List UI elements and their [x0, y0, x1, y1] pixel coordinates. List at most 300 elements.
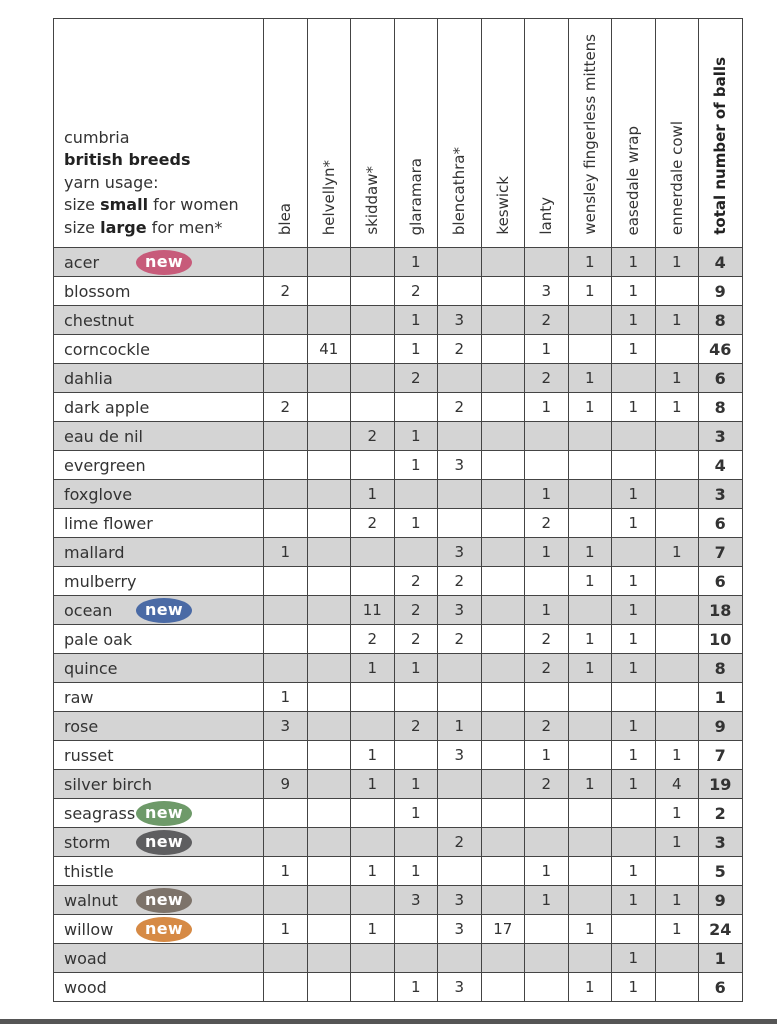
ball-count-cell	[307, 625, 351, 654]
table-row	[54, 480, 743, 509]
ball-count-cell: 1	[394, 509, 438, 538]
ball-count-cell: 1	[612, 306, 656, 335]
table-row	[54, 509, 743, 538]
ball-count-cell: 1	[612, 712, 656, 741]
ball-count-cell: 3	[394, 886, 438, 915]
ball-count-cell: 2	[525, 306, 569, 335]
ball-count-cell: 1	[612, 335, 656, 364]
ball-count-cell	[612, 828, 656, 857]
header-corner-cell	[54, 19, 264, 248]
ball-count-cell	[264, 509, 308, 538]
colour-name-cell	[54, 277, 264, 306]
header-info-line	[64, 217, 263, 240]
ball-count-cell: 3	[438, 596, 482, 625]
colour-name-cell	[54, 335, 264, 364]
ball-count-cell	[394, 828, 438, 857]
ball-count-cell	[307, 654, 351, 683]
ball-count-cell	[481, 654, 525, 683]
ball-count-cell: 2	[525, 770, 569, 799]
ball-count-cell	[307, 857, 351, 886]
ball-count-cell	[612, 799, 656, 828]
ball-count-cell	[438, 480, 482, 509]
ball-count-cell: 1	[351, 741, 395, 770]
ball-count-cell	[351, 364, 395, 393]
ball-count-cell: 1	[394, 770, 438, 799]
colour-name-cell	[54, 741, 264, 770]
ball-count-cell: 1	[568, 654, 612, 683]
colour-name: russet	[64, 745, 114, 765]
colour-name: eau de nil	[64, 426, 143, 446]
column-header-label: lanty	[537, 197, 556, 235]
ball-count-cell	[655, 277, 699, 306]
table-row	[54, 886, 743, 915]
ball-count-cell: 3	[438, 915, 482, 944]
ball-count-cell	[525, 944, 569, 973]
new-badge: new	[136, 888, 192, 913]
colour-name-cell	[54, 654, 264, 683]
column-header-label: glaramara	[406, 157, 425, 235]
ball-count-cell: 3	[525, 277, 569, 306]
ball-count-cell	[438, 509, 482, 538]
colour-name: corncockle	[64, 339, 150, 359]
ball-count-cell: 1	[612, 886, 656, 915]
colour-name-cell	[54, 770, 264, 799]
ball-count-cell	[264, 306, 308, 335]
ball-count-cell	[481, 886, 525, 915]
ball-count-cell: 1	[655, 364, 699, 393]
ball-count-cell	[264, 625, 308, 654]
ball-count-cell	[307, 567, 351, 596]
colour-name-cell	[54, 422, 264, 451]
ball-count-cell: 1	[394, 799, 438, 828]
ball-count-cell	[351, 393, 395, 422]
colour-name-cell	[54, 248, 264, 277]
ball-count-cell	[351, 886, 395, 915]
ball-count-cell	[481, 248, 525, 277]
ball-count-cell	[264, 364, 308, 393]
ball-count-cell: 3	[438, 451, 482, 480]
ball-count-cell: 2	[525, 654, 569, 683]
colour-name: wood	[64, 977, 107, 997]
ball-count-cell: 1	[612, 277, 656, 306]
ball-count-cell	[307, 306, 351, 335]
ball-count-cell: 1	[612, 973, 656, 1002]
colour-name: woad	[64, 948, 107, 968]
ball-count-cell: 1	[438, 712, 482, 741]
total-balls-cell: 46	[699, 335, 743, 364]
ball-count-cell	[351, 248, 395, 277]
colour-name: mallard	[64, 542, 125, 562]
colour-name: blossom	[64, 281, 131, 301]
colour-name-cell	[54, 625, 264, 654]
ball-count-cell	[525, 451, 569, 480]
ball-count-cell: 1	[394, 422, 438, 451]
table-row	[54, 248, 743, 277]
ball-count-cell	[351, 277, 395, 306]
ball-count-cell	[655, 654, 699, 683]
total-balls-cell: 3	[699, 828, 743, 857]
ball-count-cell: 1	[264, 915, 308, 944]
ball-count-cell	[481, 770, 525, 799]
table-row	[54, 915, 743, 944]
ball-count-cell: 1	[525, 538, 569, 567]
new-badge: new	[136, 250, 192, 275]
ball-count-cell: 2	[525, 712, 569, 741]
colour-name-cell	[54, 828, 264, 857]
ball-count-cell	[438, 799, 482, 828]
ball-count-cell	[481, 596, 525, 625]
ball-count-cell: 1	[612, 741, 656, 770]
ball-count-cell: 1	[351, 480, 395, 509]
ball-count-cell	[481, 335, 525, 364]
ball-count-cell	[351, 567, 395, 596]
ball-count-cell	[307, 422, 351, 451]
colour-name: rose	[64, 716, 99, 736]
ball-count-cell: 1	[612, 567, 656, 596]
ball-count-cell	[351, 944, 395, 973]
ball-count-cell: 4	[655, 770, 699, 799]
colour-name: chestnut	[64, 310, 134, 330]
ball-count-cell	[568, 741, 612, 770]
yarn-usage-table	[53, 18, 743, 1002]
ball-count-cell	[351, 799, 395, 828]
ball-count-cell	[655, 857, 699, 886]
ball-count-cell	[568, 857, 612, 886]
ball-count-cell	[655, 973, 699, 1002]
colour-name-cell	[54, 712, 264, 741]
ball-count-cell	[481, 799, 525, 828]
ball-count-cell	[525, 915, 569, 944]
colour-name-cell	[54, 944, 264, 973]
column-header-label: blea	[276, 202, 295, 235]
ball-count-cell: 2	[351, 625, 395, 654]
colour-name: thistle	[64, 861, 114, 881]
ball-count-cell: 2	[351, 509, 395, 538]
total-balls-cell: 9	[699, 886, 743, 915]
ball-count-cell	[351, 973, 395, 1002]
colour-name: pale oak	[64, 629, 133, 649]
total-balls-cell: 18	[699, 596, 743, 625]
colour-name: ocean	[64, 600, 113, 620]
table-row	[54, 277, 743, 306]
total-balls-cell: 2	[699, 799, 743, 828]
ball-count-cell: 1	[568, 625, 612, 654]
ball-count-cell	[612, 538, 656, 567]
ball-count-cell: 1	[612, 857, 656, 886]
ball-count-cell: 1	[568, 248, 612, 277]
ball-count-cell	[568, 828, 612, 857]
ball-count-cell	[481, 973, 525, 1002]
ball-count-cell	[307, 683, 351, 712]
ball-count-cell: 1	[264, 538, 308, 567]
ball-count-cell	[525, 683, 569, 712]
ball-count-cell	[307, 973, 351, 1002]
ball-count-cell: 2	[394, 712, 438, 741]
ball-count-cell	[394, 741, 438, 770]
ball-count-cell	[612, 451, 656, 480]
ball-count-cell: 1	[525, 596, 569, 625]
ball-count-cell: 1	[351, 770, 395, 799]
header-info-emphasis: british breeds	[64, 150, 191, 169]
ball-count-cell: 1	[351, 857, 395, 886]
total-balls-cell: 1	[699, 683, 743, 712]
total-balls-cell: 9	[699, 712, 743, 741]
ball-count-cell: 1	[525, 335, 569, 364]
ball-count-cell	[655, 451, 699, 480]
column-header-label: keswick	[493, 176, 512, 235]
ball-count-cell	[481, 451, 525, 480]
column-header-label: skiddaw*	[363, 166, 382, 235]
ball-count-cell	[481, 306, 525, 335]
column-header-label: ennerdale cowl	[667, 120, 686, 235]
ball-count-cell: 1	[655, 306, 699, 335]
ball-count-cell	[307, 509, 351, 538]
table-row	[54, 973, 743, 1002]
column-header-label: helvellyn*	[319, 159, 338, 235]
new-badge: new	[136, 917, 192, 942]
colour-name-cell	[54, 451, 264, 480]
ball-count-cell: 2	[394, 625, 438, 654]
ball-count-cell: 1	[568, 393, 612, 422]
ball-count-cell: 3	[438, 886, 482, 915]
ball-count-cell	[481, 567, 525, 596]
ball-count-cell	[438, 248, 482, 277]
table-row	[54, 857, 743, 886]
total-balls-cell: 4	[699, 248, 743, 277]
total-balls-cell: 7	[699, 538, 743, 567]
ball-count-cell: 2	[525, 364, 569, 393]
ball-count-cell: 2	[394, 364, 438, 393]
ball-count-cell	[655, 567, 699, 596]
total-balls-cell: 5	[699, 857, 743, 886]
colour-name: willow	[64, 919, 114, 939]
total-balls-cell: 3	[699, 422, 743, 451]
ball-count-cell	[481, 857, 525, 886]
ball-count-cell: 1	[568, 538, 612, 567]
ball-count-cell	[481, 683, 525, 712]
ball-count-cell: 2	[394, 596, 438, 625]
ball-count-cell: 3	[438, 741, 482, 770]
ball-count-cell	[438, 857, 482, 886]
ball-count-cell	[438, 944, 482, 973]
ball-count-cell	[307, 770, 351, 799]
ball-count-cell	[568, 944, 612, 973]
ball-count-cell	[264, 973, 308, 1002]
ball-count-cell: 2	[525, 625, 569, 654]
ball-count-cell	[438, 683, 482, 712]
ball-count-cell	[481, 277, 525, 306]
ball-count-cell: 1	[264, 857, 308, 886]
ball-count-cell	[264, 567, 308, 596]
column-header	[351, 19, 395, 248]
total-balls-cell: 3	[699, 480, 743, 509]
ball-count-cell	[568, 480, 612, 509]
ball-count-cell	[438, 654, 482, 683]
ball-count-cell	[655, 944, 699, 973]
ball-count-cell	[307, 480, 351, 509]
ball-count-cell	[655, 683, 699, 712]
total-balls-cell: 8	[699, 393, 743, 422]
ball-count-cell	[394, 538, 438, 567]
total-balls-cell: 8	[699, 306, 743, 335]
header-info-text: size	[64, 195, 101, 214]
ball-count-cell	[351, 306, 395, 335]
column-header	[481, 19, 525, 248]
ball-count-cell: 1	[612, 625, 656, 654]
ball-count-cell: 1	[264, 683, 308, 712]
ball-count-cell	[307, 741, 351, 770]
ball-count-cell	[655, 335, 699, 364]
ball-count-cell	[264, 422, 308, 451]
colour-name: walnut	[64, 890, 118, 910]
ball-count-cell	[481, 712, 525, 741]
ball-count-cell	[307, 712, 351, 741]
ball-count-cell	[438, 277, 482, 306]
colour-name-cell	[54, 538, 264, 567]
ball-count-cell	[307, 886, 351, 915]
ball-count-cell	[568, 799, 612, 828]
bottom-edge-bar	[0, 1019, 777, 1024]
ball-count-cell: 1	[655, 799, 699, 828]
table-row	[54, 422, 743, 451]
ball-count-cell	[655, 509, 699, 538]
table-row	[54, 770, 743, 799]
ball-count-cell: 3	[264, 712, 308, 741]
ball-count-cell	[351, 828, 395, 857]
column-header-label: easedale wrap	[624, 125, 643, 235]
ball-count-cell	[568, 712, 612, 741]
ball-count-cell	[481, 741, 525, 770]
ball-count-cell	[568, 886, 612, 915]
table-row	[54, 335, 743, 364]
header-info-line	[64, 127, 263, 150]
ball-count-cell	[481, 422, 525, 451]
column-header	[612, 19, 656, 248]
ball-count-cell	[264, 451, 308, 480]
ball-count-cell: 1	[525, 857, 569, 886]
ball-count-cell: 1	[655, 915, 699, 944]
ball-count-cell	[655, 712, 699, 741]
column-header-label: wensley fingerless mittens	[580, 34, 599, 235]
ball-count-cell	[568, 335, 612, 364]
ball-count-cell	[568, 683, 612, 712]
total-balls-cell: 1	[699, 944, 743, 973]
new-badge: new	[136, 801, 192, 826]
table-row	[54, 625, 743, 654]
colour-name-cell	[54, 567, 264, 596]
ball-count-cell	[307, 393, 351, 422]
ball-count-cell	[655, 596, 699, 625]
table-row	[54, 654, 743, 683]
column-header	[394, 19, 438, 248]
header-info-emphasis: small	[100, 195, 149, 214]
ball-count-cell	[264, 596, 308, 625]
ball-count-cell: 1	[394, 857, 438, 886]
ball-count-cell: 2	[438, 393, 482, 422]
ball-count-cell	[307, 538, 351, 567]
ball-count-cell: 17	[481, 915, 525, 944]
total-balls-cell: 7	[699, 741, 743, 770]
ball-count-cell	[394, 480, 438, 509]
table-row	[54, 364, 743, 393]
table-row	[54, 306, 743, 335]
ball-count-cell: 1	[351, 915, 395, 944]
ball-count-cell	[655, 480, 699, 509]
ball-count-cell: 2	[438, 335, 482, 364]
table-row	[54, 567, 743, 596]
ball-count-cell	[307, 828, 351, 857]
column-header	[264, 19, 308, 248]
ball-count-cell: 1	[568, 364, 612, 393]
ball-count-cell	[481, 625, 525, 654]
ball-count-cell	[351, 335, 395, 364]
table-row	[54, 799, 743, 828]
colour-name: evergreen	[64, 455, 146, 475]
colour-name-cell	[54, 509, 264, 538]
ball-count-cell	[568, 509, 612, 538]
total-column-header	[699, 19, 743, 248]
colour-name: storm	[64, 832, 111, 852]
table-row	[54, 451, 743, 480]
ball-count-cell: 1	[612, 944, 656, 973]
ball-count-cell: 2	[438, 828, 482, 857]
ball-count-cell	[394, 683, 438, 712]
ball-count-cell	[655, 625, 699, 654]
colour-name: acer	[64, 252, 100, 272]
ball-count-cell: 1	[568, 770, 612, 799]
total-balls-cell: 6	[699, 364, 743, 393]
ball-count-cell	[307, 596, 351, 625]
table-row	[54, 828, 743, 857]
ball-count-cell	[481, 944, 525, 973]
colour-name-cell	[54, 857, 264, 886]
ball-count-cell: 1	[612, 654, 656, 683]
ball-count-cell	[351, 451, 395, 480]
table-body	[54, 248, 743, 1002]
ball-count-cell	[307, 915, 351, 944]
ball-count-cell	[655, 422, 699, 451]
ball-count-cell: 1	[612, 596, 656, 625]
ball-count-cell	[264, 248, 308, 277]
colour-name: mulberry	[64, 571, 137, 591]
table-row	[54, 538, 743, 567]
ball-count-cell: 1	[568, 277, 612, 306]
ball-count-cell	[264, 480, 308, 509]
ball-count-cell	[612, 683, 656, 712]
ball-count-cell: 1	[612, 480, 656, 509]
ball-count-cell	[612, 364, 656, 393]
colour-name-cell	[54, 886, 264, 915]
ball-count-cell	[351, 683, 395, 712]
ball-count-cell: 41	[307, 335, 351, 364]
ball-count-cell: 1	[655, 393, 699, 422]
ball-count-cell: 1	[394, 248, 438, 277]
table-row	[54, 596, 743, 625]
ball-count-cell	[525, 567, 569, 596]
header-row	[54, 19, 743, 248]
total-balls-cell: 9	[699, 277, 743, 306]
colour-name: foxglove	[64, 484, 133, 504]
total-balls-cell: 6	[699, 509, 743, 538]
total-balls-cell: 6	[699, 567, 743, 596]
table-row	[54, 741, 743, 770]
header-info-line	[64, 172, 263, 195]
ball-count-cell: 11	[351, 596, 395, 625]
total-balls-cell: 6	[699, 973, 743, 1002]
column-header	[307, 19, 351, 248]
ball-count-cell	[612, 915, 656, 944]
header-info-line	[64, 194, 263, 217]
